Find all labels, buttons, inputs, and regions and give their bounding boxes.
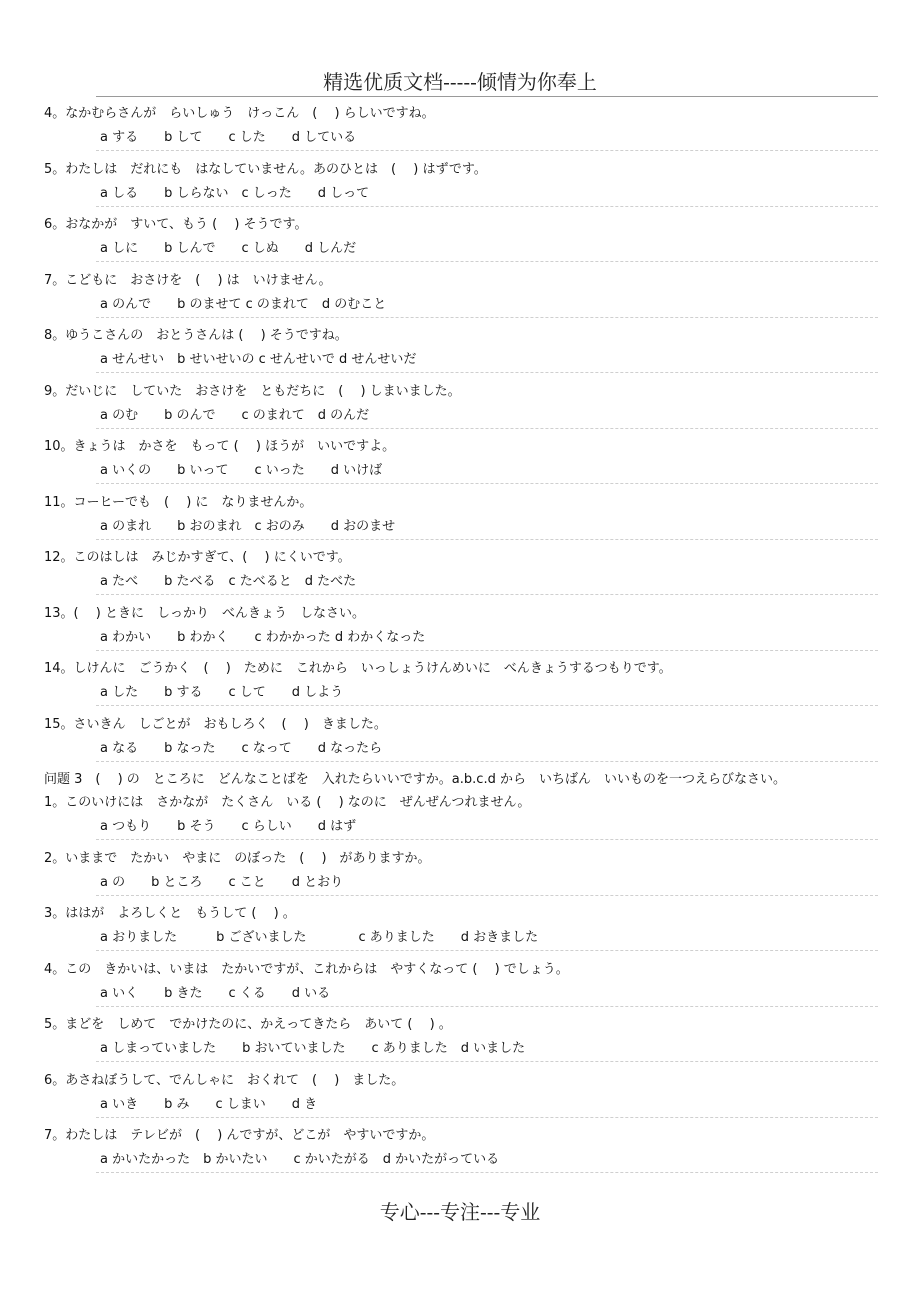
question-item (0, 487, 920, 543)
question-divider (96, 483, 878, 484)
question-divider (96, 317, 878, 318)
question-stem: 6。あさねぼうして、でんしゃに おくれて ( ) ました。 (44, 1072, 405, 1088)
question-divider (96, 261, 878, 262)
question-divider (96, 895, 878, 896)
question-stem: 6。おなかが すいて、もう ( ) そうです。 (44, 217, 308, 232)
answer-options: a いくの b いって c いった d いけば (100, 463, 383, 478)
answer-options: a たべ b たべる c たべると d たべた (100, 574, 357, 589)
section-heading (0, 764, 920, 787)
answer-options: a のんで b のませて c のまれて d のむこと (100, 296, 387, 312)
section-instructions: 问题 3 ( ) の ところに どんなことばを 入れたらいいですか。a.b.c.d から いちばん いいものを一つえらびなさい。 (44, 772, 786, 787)
question-item (0, 843, 920, 899)
answer-options: a の b ところ c こと d とおり (100, 874, 344, 890)
question-item (0, 376, 920, 432)
answer-options: a いく b きた c くる d いる (100, 985, 331, 1001)
answer-options: a かいたかった b かいたい c かいたがる d かいたがっている (100, 1152, 500, 1167)
answer-options: a のむ b のんで c のまれて d のんだ (100, 407, 370, 423)
question-stem: 14。しけんに ごうかく ( ) ために これから いっしょうけんめいに べんきょうするつもりです。 (44, 661, 672, 676)
answer-options: a しまっていました b おいていました c ありました d いました (100, 1041, 526, 1056)
question-divider (96, 950, 878, 951)
question-divider (96, 1117, 878, 1118)
question-item (0, 598, 920, 654)
question-stem: 13。( ) ときに しっかり べんきょう しなさい。 (44, 605, 365, 621)
answer-options: a しる b しらない c しった d しって (100, 185, 370, 201)
question-stem: 8。ゆうこさんの おとうさんは ( ) そうですね。 (44, 328, 348, 343)
header-divider (96, 96, 878, 97)
question-divider (96, 539, 878, 540)
question-stem: 10。きょうは かさを もって ( ) ほうが いいですよ。 (44, 439, 396, 454)
question-divider (96, 150, 878, 151)
answer-options: a せんせい b せいせいの c せんせいで d せんせいだ (100, 352, 417, 367)
question-item (0, 787, 920, 843)
answer-options: a する b して c した d している (100, 130, 357, 145)
answer-options: a いき b み c しまい d き (100, 1096, 318, 1112)
question-item (0, 542, 920, 598)
answer-options: a しに b しんで c しぬ d しんだ (100, 241, 357, 256)
question-item (0, 709, 920, 765)
question-item (0, 1065, 920, 1121)
question-divider (96, 650, 878, 651)
question-item (0, 1120, 920, 1176)
question-stem: 4。この きかいは、いまは たかいですが、これからは やすくなって ( ) でしょう。 (44, 961, 569, 977)
question-item (0, 653, 920, 709)
question-divider (96, 372, 878, 373)
question-stem: 11。コーヒーでも ( ) に なりませんか。 (44, 494, 313, 510)
question-item (0, 98, 920, 154)
question-divider (96, 428, 878, 429)
question-stem: 15。さいきん しごとが おもしろく ( ) きました。 (44, 716, 387, 732)
question-stem: 12。このはしは みじかすぎて、( ) にくいです。 (44, 550, 351, 565)
question-divider (96, 594, 878, 595)
question-divider (96, 206, 878, 207)
answer-options: a なる b なった c なって d なったら (100, 740, 383, 756)
question-item (0, 898, 920, 954)
question-stem: 9。だいじに していた おさけを ともだちに ( ) しまいました。 (44, 383, 461, 399)
answer-options: a した b する c して d しよう (100, 685, 344, 700)
question-item (0, 320, 920, 376)
question-item (0, 154, 920, 210)
question-stem: 1。このいけには さかなが たくさん いる ( ) なのに ぜんぜんつれません。 (44, 795, 531, 810)
question-stem: 4。なかむらさんが らいしゅう けっこん ( ) らしいですね。 (44, 106, 435, 121)
question-divider (96, 1006, 878, 1007)
question-divider (96, 761, 878, 762)
question-item (0, 954, 920, 1010)
question-divider (96, 1061, 878, 1062)
question-item (0, 265, 920, 321)
question-divider (96, 705, 878, 706)
question-item (0, 1009, 920, 1065)
answer-options: a のまれ b おのまれ c おのみ d おのませ (100, 518, 396, 534)
answer-options: a つもり b そう c らしい d はず (100, 819, 357, 834)
page-footer: 专心---专注---专业 (379, 1200, 541, 1224)
question-stem: 2。いままで たかい やまに のぼった ( ) がありますか。 (44, 850, 431, 866)
question-list (0, 98, 920, 1176)
page-header: 精选优质文档-----倾情为你奉上 (323, 70, 597, 94)
question-stem: 7。わたしは テレビが ( ) んですが、どこが やすいですか。 (44, 1128, 435, 1143)
question-item (0, 209, 920, 265)
question-stem: 3。ははが よろしくと もうして ( ) 。 (44, 906, 296, 921)
answer-options: a わかい b わかく c わかかった d わかくなった (100, 629, 426, 645)
question-divider (96, 839, 878, 840)
question-stem: 5。まどを しめて でかけたのに、かえってきたら あいて ( ) 。 (44, 1017, 452, 1032)
question-divider (96, 1172, 878, 1173)
question-stem: 5。わたしは だれにも はなしていません。あのひとは ( ) はずです。 (44, 161, 487, 177)
question-stem: 7。こどもに おさけを ( ) は いけません。 (44, 272, 332, 288)
answer-options: a おりました b ございました c ありました d おきました (100, 930, 539, 945)
question-item (0, 431, 920, 487)
